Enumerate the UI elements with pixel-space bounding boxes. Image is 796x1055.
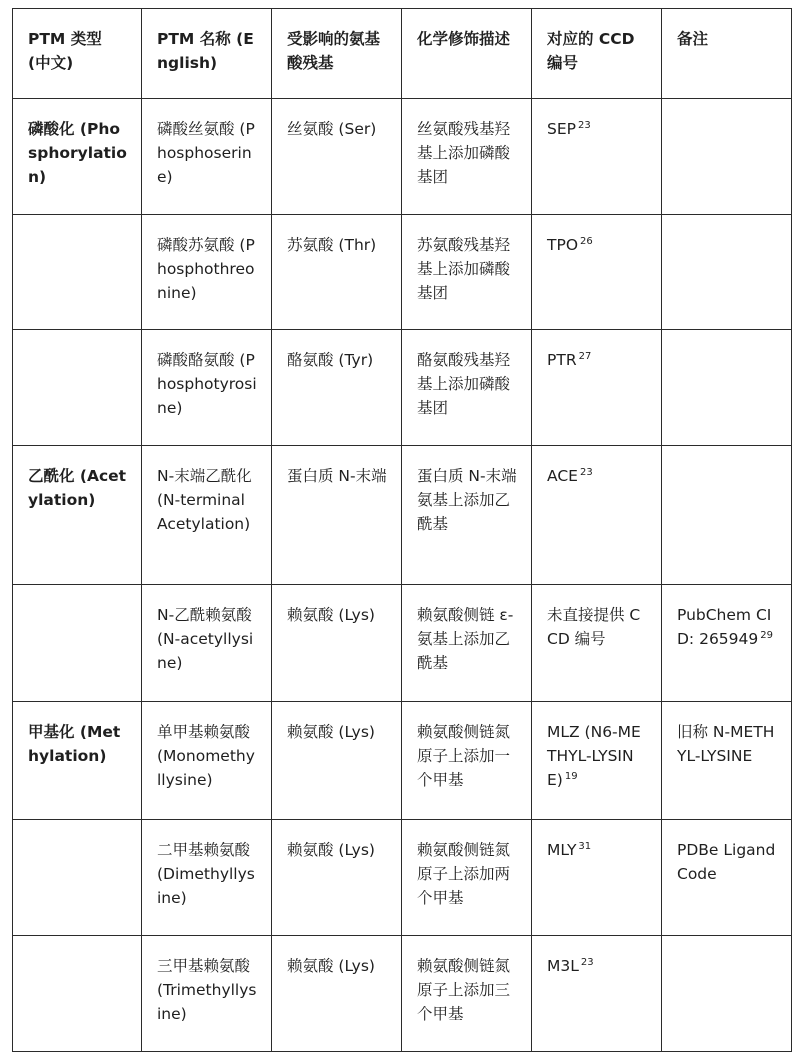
cell-note-text: PubChem CID: 265949 [677,606,772,648]
table-row [13,585,792,702]
cell-ccd-text: M3L [547,957,579,975]
table-header-row [13,9,792,99]
table-row [13,446,792,585]
ptm-table [12,8,792,1052]
table-row [13,820,792,936]
cell-ptm-name-text: 二甲基赖氨酸 (Dimethyllysine) [157,841,255,907]
cell-ptm-name [142,330,272,446]
cell-residue [272,446,402,585]
citation-ref: 26 [580,235,593,247]
cell-description-text: 苏氨酸残基羟基上添加磷酸基团 [417,236,511,302]
cell-ptm-type [13,215,142,330]
cell-residue-text: 赖氨酸 (Lys) [287,606,375,624]
citation-ref: 31 [578,840,592,852]
cell-description-text: 赖氨酸侧链氮原子上添加三个甲基 [417,957,511,1023]
cell-description [402,585,532,702]
citation-ref: 19 [564,770,578,782]
cell-description-text: 赖氨酸侧链氮原子上添加一个甲基 [417,723,511,789]
cell-ptm-name [142,99,272,215]
cell-description [402,215,532,330]
cell-ptm-type [13,99,142,215]
cell-ptm-name [142,446,272,585]
cell-ptm-name-text: 磷酸酪氨酸 (Phosphotyrosine) [157,351,257,417]
cell-note [662,99,792,215]
cell-residue [272,936,402,1052]
cell-ptm-name-text: 三甲基赖氨酸 (Trimethyllysine) [157,957,257,1023]
cell-ptm-name [142,702,272,820]
citation-ref: 27 [578,350,592,362]
cell-ptm-name-text: 磷酸丝氨酸 (Phosphoserine) [157,120,255,186]
table-row [13,99,792,215]
citation-ref: 23 [577,119,591,131]
cell-ptm-type [13,820,142,936]
cell-description-text: 丝氨酸残基羟基上添加磷酸基团 [417,120,511,186]
cell-residue [272,585,402,702]
header-note: 备注 [662,9,792,99]
cell-residue-text: 丝氨酸 (Ser) [287,120,377,138]
cell-note [662,585,792,702]
cell-ptm-name-text: 单甲基赖氨酸 (Monomethyllysine) [157,723,255,789]
cell-ptm-name-text: N-乙酰赖氨酸 (N-acetyllysine) [157,606,254,672]
header-description: 化学修饰描述 [402,9,532,99]
header-residue: 受影响的氨基酸残基 [272,9,402,99]
cell-residue-text: 赖氨酸 (Lys) [287,841,375,859]
header-ccd: 对应的 CCD 编号 [532,9,662,99]
citation-ref: 23 [580,956,594,968]
cell-ptm-type-text: 乙酰化 (Acetylation) [28,467,127,509]
cell-description [402,446,532,585]
cell-note-text: PDBe Ligand Code [677,841,776,883]
header-ptm-name: PTM 名称 (English) [142,9,272,99]
cell-ccd-text: MLZ (N6-METHYL-LYSINE) [547,723,641,789]
table-row [13,330,792,446]
cell-ccd [532,936,662,1052]
cell-residue [272,330,402,446]
cell-note [662,702,792,820]
cell-residue-text: 赖氨酸 (Lys) [287,723,375,741]
cell-ccd-text: MLY [547,841,577,859]
cell-ccd [532,702,662,820]
cell-ccd-text: ACE [547,467,578,485]
cell-ccd-text: SEP [547,120,576,138]
cell-ptm-type-text: 甲基化 (Methylation) [28,723,121,765]
cell-description-text: 蛋白质 N-末端氨基上添加乙酰基 [417,467,517,533]
cell-ccd [532,99,662,215]
cell-ccd [532,820,662,936]
cell-ptm-type-text: 磷酸化 (Phosphorylation) [28,120,127,186]
table-row [13,702,792,820]
cell-ptm-type [13,585,142,702]
header-ptm-type: PTM 类型 (中文) [13,9,142,99]
cell-residue [272,99,402,215]
cell-note [662,936,792,1052]
cell-ccd [532,446,662,585]
cell-ptm-name [142,820,272,936]
cell-ccd-text: TPO [547,236,579,254]
cell-ccd-text: PTR [547,351,577,369]
cell-note [662,820,792,936]
table-row [13,215,792,330]
cell-residue [272,215,402,330]
citation-ref: 29 [760,629,773,641]
table-row [13,936,792,1052]
cell-note [662,446,792,585]
cell-ptm-name [142,936,272,1052]
cell-description [402,99,532,215]
cell-residue-text: 蛋白质 N-末端 [287,467,387,485]
cell-description [402,820,532,936]
cell-ptm-type [13,330,142,446]
cell-residue-text: 酪氨酸 (Tyr) [287,351,374,369]
cell-ptm-name [142,585,272,702]
cell-ptm-name [142,215,272,330]
cell-ccd [532,215,662,330]
cell-description-text: 酪氨酸残基羟基上添加磷酸基团 [417,351,511,417]
cell-ccd-text: 未直接提供 CCD 编号 [547,606,641,648]
cell-ptm-type [13,702,142,820]
cell-ptm-name-text: 磷酸苏氨酸 (Phosphothreonine) [157,236,255,302]
cell-description [402,702,532,820]
cell-ccd [532,330,662,446]
cell-residue-text: 赖氨酸 (Lys) [287,957,375,975]
cell-ccd [532,585,662,702]
citation-ref: 23 [579,466,593,478]
cell-note-text: 旧称 N-METHYL-LYSINE [677,723,775,765]
cell-ptm-name-text: N-末端乙酰化 (N-terminal Acetylation) [157,467,252,533]
cell-residue [272,702,402,820]
cell-description-text: 赖氨酸侧链氮原子上添加两个甲基 [417,841,511,907]
cell-description [402,330,532,446]
cell-note [662,330,792,446]
cell-ptm-type [13,936,142,1052]
cell-residue-text: 苏氨酸 (Thr) [287,236,377,254]
cell-ptm-type [13,446,142,585]
cell-residue [272,820,402,936]
cell-note [662,215,792,330]
cell-description-text: 赖氨酸侧链 ε-氨基上添加乙酰基 [417,606,514,672]
cell-description [402,936,532,1052]
